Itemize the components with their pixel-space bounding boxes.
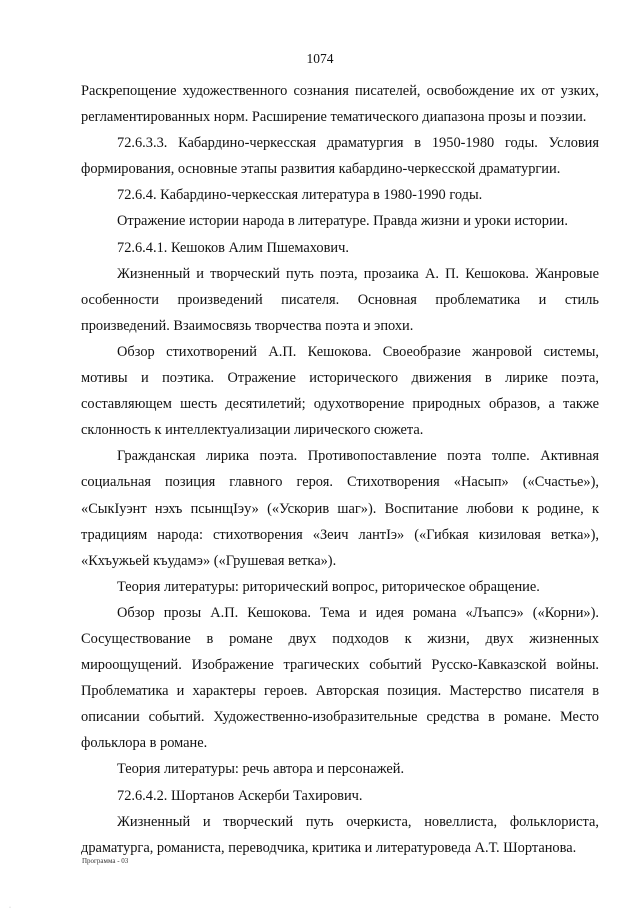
scan-mark: · bbox=[9, 905, 11, 911]
paragraph-history-reflection: Отражение истории народа в литературе. Правда жизни и уроки истории. bbox=[117, 213, 568, 230]
paragraph-theory-speech: Теория литературы: речь автора и персонажей. bbox=[117, 761, 405, 778]
page-footer: Программа - 03 bbox=[82, 857, 129, 865]
section-72-6-4-1: 72.6.4.1. Кешоков Алим Пшемахович. bbox=[117, 239, 349, 256]
section-72-6-4: 72.6.4. Кабардино-черкесская литература в 1980-1990 годы. bbox=[117, 187, 483, 204]
paragraph-poems-overview: Обзор стихотворений А.П. Кешокова. Своеобразие жанровой системы, мотивы и поэтика. Отражение исторического движения в лирике поэта, составляющем шесть десятилетий; одухотворение природных образов, а также склонность к интеллектуализации лирического сюжета. bbox=[81, 343, 599, 439]
paragraph-emancipation: Раскрепощение художественного сознания писателей, освобождение их от узких, регламентированных норм. Расширение тематического диапазона прозы и поэзии. bbox=[81, 83, 599, 126]
section-72-6-3-3: 72.6.3.3. Кабардино-черкесская драматургия в 1950-1980 годы. Условия формирования, основные этапы развития кабардино-черкесской драматургии. bbox=[81, 135, 599, 178]
paragraph-life-path-keshokov: Жизненный и творческий путь поэта, прозаика А. П. Кешокова. Жанровые особенности произведений писателя. Основная проблематика и стиль произведений. Взаимосвязь творчества поэта и эпохи. bbox=[81, 265, 599, 334]
paragraph-civic-lyrics: Гражданская лирика поэта. Противопоставление поэта толпе. Активная социальная позиция главного героя. Стихотворения «Насып» («Счастье»), «СыкIуэнт нэхъ псынщIэу» («Ускорив шаг»). Воспитание любови к родине, к традициям народа: стихотворения «Зеич лантIэ» («Гибкая кизиловая ветка»), «Кхъужьей къудамэ» («Грушевая ветка»). bbox=[81, 448, 599, 569]
paragraph-life-path-shortanov: Жизненный и творческий путь очеркиста, новеллиста, фольклориста, драматурга, романиста, переводчика, критика и литературоведа А.Т. Шортанова. bbox=[81, 813, 599, 856]
section-72-6-4-2: 72.6.4.2. Шортанов Аскерби Тахирович. bbox=[117, 787, 363, 804]
document-body bbox=[81, 78, 599, 861]
page-number: 1074 bbox=[306, 51, 334, 66]
paragraph-theory-rhetoric: Теория литературы: риторический вопрос, риторическое обращение. bbox=[117, 578, 540, 595]
paragraph-prose-overview: Обзор прозы А.П. Кешокова. Тема и идея романа «Лъапсэ» («Корни»). Сосуществование в романе двух подходов к жизни, двух жизненных мироощущений. Изображение трагических событий Русско-Кавказской войны. Проблематика и характеры героев. Авторская позиция. Мастерство писателя в описании событий. Художественно-изобразительные средства в романе. Место фольклора в романе. bbox=[81, 604, 599, 752]
